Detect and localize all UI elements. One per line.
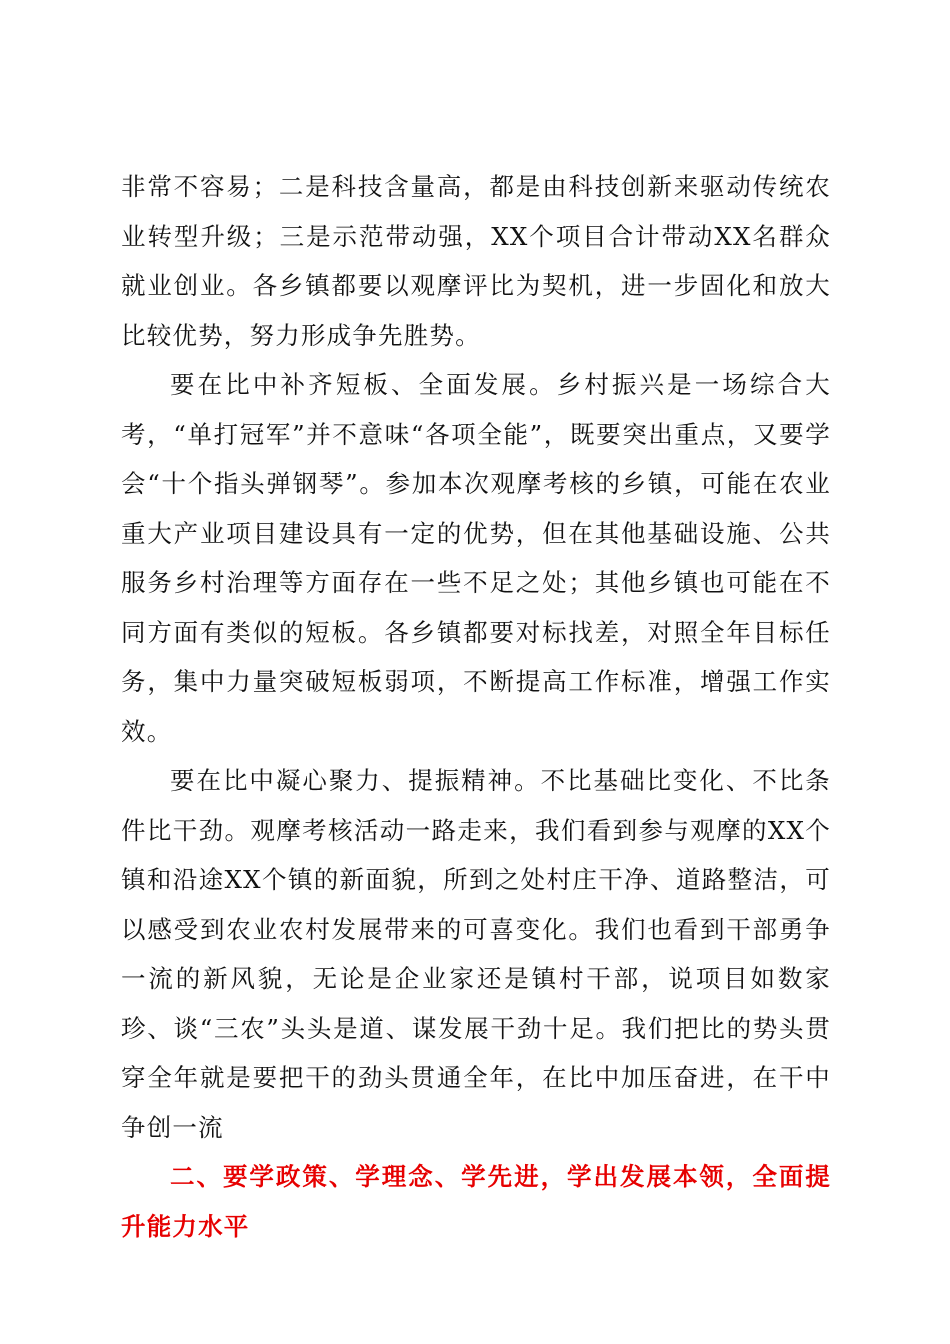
document-body <box>121 162 831 1251</box>
paragraph-shortcomings: 要在比中补齐短板、全面发展。乡村振兴是一场综合大考，“单打冠军”并不意味“各项全能”，既要突出重点，又要学会“十个指头弹钢琴”。参加本次观摩考核的乡镇，可能在农业重大产业项目建设具有一定的优势，但在其他基础设施、公共服务乡村治理等方面存在一些不足之处；其他乡镇也可能在不同方面有类似的短板。各乡镇都要对标找差，对照全年目标任务，集中力量突破短板弱项，不断提高工作标准，增强工作实效。 <box>121 370 831 746</box>
paragraph-spirit: 要在比中凝心聚力、提振精神。不比基础比变化、不比条件比干劲。观摩考核活动一路走来，我们看到参与观摩的XX个镇和沿途XX个镇的新面貌，所到之处村庄干净、道路整洁，可以感受到农业农村发展带来的可喜变化。我们也看到干部勇争一流的新风貌，无论是企业家还是镇村干部，说项目如数家珍、谈“三农”头头是道、谋发展干劲十足。我们把比的势头贯穿全年就是要把干的劲头贯通全年，在比中加压奋进，在干中争创一流 <box>121 766 831 1142</box>
section-heading: 二、要学政策、学理念、学先进，学出发展本领，全面提升能力水平 <box>121 1162 831 1241</box>
paragraph-continued: 非常不容易；二是科技含量高，都是由科技创新来驱动传统农业转型升级；三是示范带动强，XX个项目合计带动XX名群众就业创业。各乡镇都要以观摩评比为契机，进一步固化和放大比较优势，努力形成争先胜势。 <box>121 172 831 350</box>
